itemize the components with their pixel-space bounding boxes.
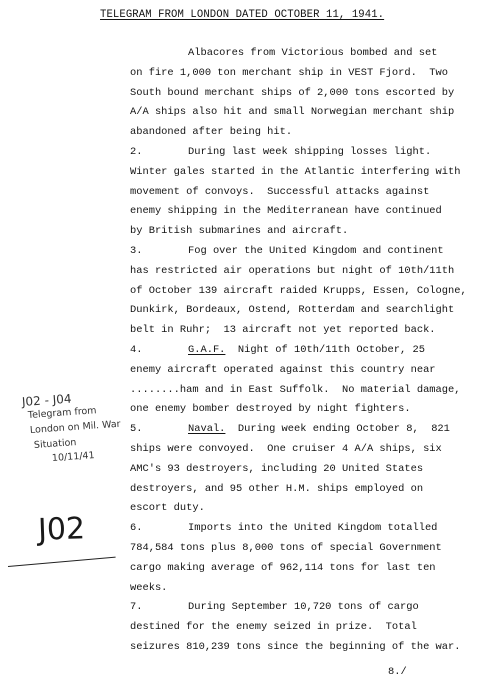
body-line xyxy=(130,364,436,376)
body-line xyxy=(130,265,454,277)
line-text: abandoned after being hit. xyxy=(130,126,293,139)
line-text: belt in Ruhr; 13 aircraft not yet reported back. xyxy=(130,324,436,337)
body-line xyxy=(130,621,417,633)
paragraph-number: 4. xyxy=(130,344,143,356)
line-text: Night of 10th/11th October, 25 xyxy=(225,344,425,356)
handwritten-note-line: 10/11/41 xyxy=(51,450,95,464)
line-text: ships were convoyed. One cruiser 4 A/A ships, six xyxy=(130,443,442,455)
line-text: Albacores from Victorious bombed and set xyxy=(188,47,438,59)
line-text: by British submarines and aircraft. xyxy=(130,225,349,238)
body-line xyxy=(130,443,442,455)
line-text: enemy aircraft operated against this country near xyxy=(130,363,436,376)
paragraph-heading: G.A.F. xyxy=(188,344,226,356)
body-line xyxy=(130,423,450,435)
body-line xyxy=(130,205,442,217)
line-text: Dunkirk, Bordeaux, Ostend, Rotterdam and searchlight xyxy=(130,304,455,317)
body-line xyxy=(130,146,431,158)
paragraph-number: 5. xyxy=(130,423,143,436)
handwritten-note-line: J02 - J04 xyxy=(21,391,72,409)
body-line xyxy=(130,106,454,118)
body-line xyxy=(130,87,454,99)
line-text: escort duty. xyxy=(130,502,205,515)
body-line xyxy=(130,403,411,415)
body-line xyxy=(130,483,423,495)
line-text: Fog over the United Kingdom and continent xyxy=(188,245,444,257)
handwritten-note-line: London on Mil. War xyxy=(29,418,121,436)
line-text: movement of convoys. Successful attacks against xyxy=(130,185,430,198)
line-text: During last week shipping losses light. xyxy=(188,146,432,158)
paragraph-heading: Naval. xyxy=(188,423,226,436)
body-line xyxy=(130,67,448,79)
line-text: has restricted air operations but night of 10th/11th xyxy=(130,264,455,277)
line-text: Winter gales started in the Atlantic interfering with xyxy=(130,165,461,178)
page-continuation: 8./ xyxy=(388,666,407,678)
line-text: ........ham and in East Suffolk. No material damage, xyxy=(130,383,461,396)
line-text: Imports into the United Kingdom totalled xyxy=(188,522,438,535)
line-text: of October 139 aircraft raided Krupps, Essen, Cologne, xyxy=(130,284,467,297)
line-text: AMC's 93 destroyers, including 20 United States xyxy=(130,462,424,475)
body-line xyxy=(130,601,419,613)
handwritten-note-line: Telegram from xyxy=(27,405,97,421)
body-line xyxy=(130,502,205,514)
body-line xyxy=(130,542,442,554)
body-line xyxy=(130,304,454,316)
body-line xyxy=(130,186,429,198)
body-line xyxy=(130,463,423,475)
line-text: enemy shipping in the Mediterranean have continued xyxy=(130,205,442,218)
paragraph-number: 7. xyxy=(130,601,143,614)
body-line xyxy=(188,47,437,59)
line-text: on fire 1,000 ton merchant ship in VEST Fjord. Two xyxy=(130,66,449,79)
body-line xyxy=(130,285,467,297)
paragraph-number: 6. xyxy=(130,522,143,535)
paragraph-number: 2. xyxy=(130,146,143,158)
handwritten-note-line: Situation xyxy=(33,437,77,451)
line-text: cargo making average of 962,114 tons for last ten xyxy=(130,561,436,574)
body-line xyxy=(130,344,425,356)
body-line xyxy=(130,225,348,237)
line-text: During week ending October 8, 821 xyxy=(225,423,450,436)
line-text: destined for the enemy seized in prize. Total xyxy=(130,621,417,634)
body-line xyxy=(130,641,460,653)
line-text: one enemy bomber destroyed by night fighters. xyxy=(130,403,411,416)
handwritten-rule xyxy=(8,557,116,567)
body-line xyxy=(130,562,436,574)
body-line xyxy=(130,582,167,594)
line-text: During September 10,720 tons of cargo xyxy=(188,601,419,614)
handwritten-page-number: J02 xyxy=(37,511,86,548)
body-line xyxy=(130,166,460,178)
line-text: weeks. xyxy=(130,581,168,594)
body-line xyxy=(130,522,437,534)
body-line xyxy=(130,324,436,336)
line-text: A/A ships also hit and small Norwegian merchant ship xyxy=(130,106,455,119)
line-text: 784,584 tons plus 8,000 tons of special Government xyxy=(130,542,442,554)
body-line xyxy=(130,245,444,257)
document-title: TELEGRAM FROM LONDON DATED OCTOBER 11, 1941. xyxy=(100,9,385,21)
line-text: seizures 810,239 tons since the beginning of the war. xyxy=(130,641,461,653)
body-line xyxy=(130,384,460,396)
line-text: South bound merchant ships of 2,000 tons escorted by xyxy=(130,86,455,99)
body-line xyxy=(130,126,292,138)
paragraph-number: 3. xyxy=(130,245,143,257)
line-text: destroyers, and 95 other H.M. ships employed on xyxy=(130,482,424,495)
